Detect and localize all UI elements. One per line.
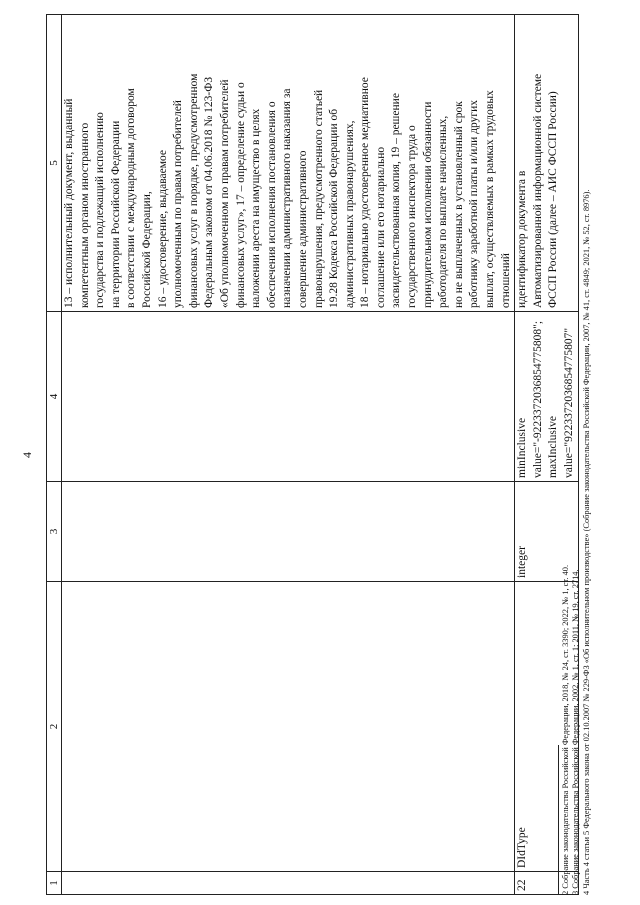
header-col-3: 3 [47,482,62,582]
row-1-description: 13 – исполнительный документ, выданный компетентным органом иностранного государства и подлежащий исполнению на территории Российской Федерации в соответствии с международным договором Российской Федерации, 16 – удостоверение, выдаваемое уполномоченным по правам потребителей финансовых услуг в порядке, предусмотренном Федеральным законом от 04.06.2018 № 123-ФЗ «Об уполномоченном по правам потребителей финансовых услуг», 17 – определение судьи о наложении ареста на имущество в целях обеспечения исполнения постановления о назначении административного наказания за совершение административного правонарушения, предусмотренного статьей 19.28 Кодекса Российской Федерации об административных правонарушениях, 18 – нотариально удостоверенное медиативное соглашение или его нотариально засвидетельствованная копия, 19 – решение государственного инспектора труда о принудительном исполнении обязанности работодателя по выплате начисленных, но не выплаченных в установленный срок работнику заработной платы и/или других выплат, осуществляемых в рамках трудовых отношений [62,15,515,312]
footnote-3: 3 Собрание законодательства Российской Федерации, 2002, № 1, ст. 1; 2011, № 19, ст. 2714. [571,569,581,895]
row-1-col-3 [62,482,515,582]
header-col-5: 5 [47,15,62,312]
row-2-type: integer [515,482,578,582]
row-1-col-2 [62,582,515,872]
row-2-number: 22 [515,872,578,895]
table-row [62,15,515,895]
footnotes [558,15,592,895]
footnote-divider [558,745,559,895]
row-1-col-1 [62,872,515,895]
data-table [46,14,579,895]
table-header-row [47,15,62,895]
footnote-2: 2 Собрание законодательства Российской Федерации, 2018, № 24, ст. 3390; 2022, № 1, ст. 40. [561,564,570,895]
header-col-2: 2 [47,582,62,872]
row-1-col-4 [62,312,515,482]
header-col-4: 4 [47,312,62,482]
rotated-page-content [20,15,618,895]
page-number: 4 [20,452,34,458]
header-col-1: 1 [47,872,62,895]
row-2-element-name: DIdType [515,582,578,872]
row-2-description: идентификатор документа в Автоматизированной информационной системе ФССП России (далее – АИС ФССП России) [515,15,578,312]
row-2-restrictions: minInclusive value="-9223372036854775808"; maxInclusive value="9223372036854775807" [515,312,578,482]
footnote-4: 4 Часть 4 статьи 5 Федерального закона от 02.10.2007 № 229-ФЗ «Об исполнительном производстве» (Собрание законодательства Российской Федерации, 2007, № 41, ст. 4849; 2021, № 52, ст. 8976). [581,189,591,895]
